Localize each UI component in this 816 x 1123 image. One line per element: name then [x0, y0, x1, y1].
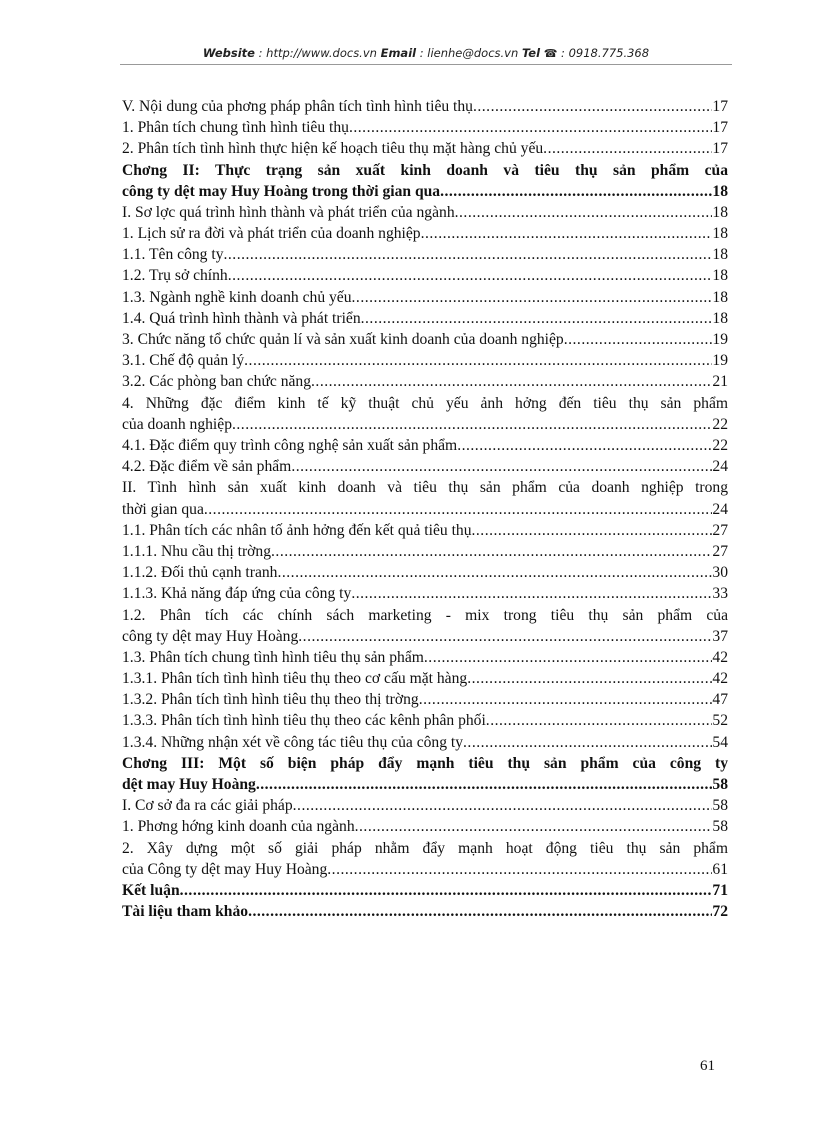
toc-entry-page: 42: [712, 670, 728, 688]
toc-entry-title: 3.2. Các phòng ban chức năng: [122, 373, 312, 391]
toc-entry-page: 37: [712, 627, 728, 645]
toc-entry: [122, 668, 728, 689]
toc-entry-title: 1.3.2. Phân tích tình hình tiêu thụ theo thị trờng: [122, 691, 419, 709]
toc-entry: [122, 350, 728, 371]
toc-leader-dots: [232, 414, 712, 435]
toc-entry-page: 19: [712, 352, 728, 370]
toc-leader-dots: [256, 774, 713, 795]
toc-entry-page: 54: [712, 733, 728, 751]
toc-entry: [122, 202, 728, 223]
toc-entry-title: Tài liệu tham khảo: [122, 903, 249, 921]
toc-entry-title: thời gian qua: [122, 500, 204, 518]
toc-entry-page: 18: [712, 288, 728, 306]
toc-entry: [122, 223, 728, 244]
toc-entry-title: dệt may Huy Hoàng: [122, 775, 256, 793]
toc-entry-page: 71: [712, 881, 728, 899]
phone-icon: ☎: [543, 47, 558, 60]
toc-entry: [122, 689, 728, 710]
toc-leader-dots: [440, 181, 712, 202]
toc-entry-title: của Công ty dệt may Huy Hoàng: [122, 860, 328, 878]
toc-entry: [122, 371, 728, 392]
toc-leader-dots: [204, 499, 713, 520]
tel-value: : 0918.775.368: [557, 46, 650, 60]
toc-entry-page: 22: [712, 436, 728, 454]
toc-entry-page: 24: [712, 500, 728, 518]
toc-entry: [122, 244, 728, 265]
toc-entry-page: 52: [712, 712, 728, 730]
toc-leader-dots: [277, 562, 712, 583]
toc-entry-page: 17: [712, 119, 728, 137]
tel-label: Tel: [521, 46, 541, 60]
toc-entry-title: 1.4. Quá trình hình thành và phát triển: [122, 309, 361, 327]
toc-entry: [122, 541, 728, 562]
toc-leader-dots: [271, 541, 712, 562]
toc-leader-dots: [543, 138, 712, 159]
toc-entry-title: 1.2. Trụ sở chính: [122, 267, 228, 285]
toc-entry-page: 19: [712, 331, 728, 349]
toc-leader-dots: [349, 117, 712, 138]
toc-entry-page: 72: [712, 903, 728, 921]
toc-leader-dots: [564, 329, 713, 350]
toc-entry-page: 17: [712, 97, 728, 115]
toc-entry: [122, 880, 728, 901]
toc-leader-dots: [421, 223, 713, 244]
toc-entry-page: 58: [712, 775, 728, 793]
toc-entry-page: 18: [712, 203, 728, 221]
toc-entry-wrap: 2. Xây dựng một số giải pháp nhằm đẩy mạnh hoạt động tiêu thụ sản phẩm: [122, 839, 728, 857]
table-of-contents: [122, 96, 728, 922]
toc-entry: [122, 901, 728, 922]
toc-leader-dots: [351, 583, 712, 604]
toc-entry: [122, 520, 728, 541]
toc-entry-page: 18: [712, 182, 728, 200]
toc-entry: [122, 117, 728, 138]
toc-entry-title: I. Cơ sở đa ra các giải pháp: [122, 797, 293, 815]
toc-entry: [122, 795, 728, 816]
toc-entry-title: công ty dệt may Huy Hoàng trong thời gian qua: [122, 182, 441, 200]
toc-entry: [122, 96, 728, 117]
toc-entry-wrap: Chơng II: Thực trạng sản xuất kinh doanh và tiêu thụ sản phẩm của: [122, 161, 728, 179]
toc-entry: [122, 266, 728, 287]
toc-entry-title: 3.1. Chế độ quản lý: [122, 352, 245, 370]
toc-entry-page: 33: [712, 585, 728, 603]
toc-leader-dots: [224, 244, 713, 265]
toc-entry: [122, 774, 728, 795]
toc-entry-title: I. Sơ lợc quá trình hình thành và phát triển của ngành: [122, 203, 455, 221]
toc-entry-wrap: Chơng III: Một số biện pháp đẩy mạnh tiêu thụ sản phẩm của công ty: [122, 754, 728, 772]
toc-leader-dots: [293, 795, 713, 816]
toc-entry: [122, 308, 728, 329]
toc-leader-dots: [467, 668, 712, 689]
toc-entry-page: 27: [712, 521, 728, 539]
toc-entry-title: 1.1.1. Nhu cầu thị trờng: [122, 542, 272, 560]
toc-entry: [122, 435, 728, 456]
toc-entry: [122, 414, 728, 435]
toc-entry-title: 1.1.2. Đối thủ cạnh tranh: [122, 564, 278, 582]
toc-entry-title: 1. Phân tích chung tình hình tiêu thụ: [122, 119, 349, 137]
toc-entry-title: 1.1.3. Khả năng đáp ứng của công ty: [122, 585, 352, 603]
toc-entry-title: 1.3.3. Phân tích tình hình tiêu thụ theo các kênh phân phối: [122, 712, 486, 730]
website-url: : http://www.docs.vn: [254, 46, 381, 60]
toc-entry: [122, 329, 728, 350]
toc-leader-dots: [457, 435, 712, 456]
toc-leader-dots: [311, 371, 712, 392]
toc-entry-wrap: 4. Những đặc điểm kinh tế kỹ thuật chủ yếu ảnh hởng đến tiêu thụ sản phẩm: [122, 394, 728, 412]
toc-leader-dots: [419, 689, 713, 710]
toc-entry: [122, 710, 728, 731]
toc-entry: [122, 647, 728, 668]
toc-entry-page: 42: [712, 648, 728, 666]
toc-entry-title: 1.3. Ngành nghề kinh doanh chủ yếu: [122, 288, 352, 306]
toc-entry: [122, 456, 728, 477]
toc-entry-title: 4.2. Đặc điểm về sản phẩm: [122, 458, 292, 476]
toc-entry: [122, 626, 728, 647]
header-divider: [120, 64, 732, 65]
toc-entry-page: 30: [712, 564, 728, 582]
toc-entry-page: 21: [712, 373, 728, 391]
toc-entry-title: 1.3. Phân tích chung tình hình tiêu thụ sản phẩm: [122, 648, 424, 666]
toc-leader-dots: [424, 647, 713, 668]
toc-leader-dots: [486, 710, 713, 731]
page-header: [120, 46, 732, 60]
toc-entry: [122, 583, 728, 604]
toc-leader-dots: [248, 901, 712, 922]
toc-leader-dots: [180, 880, 713, 901]
email-label: Email: [380, 46, 417, 60]
toc-entry-title: 1. Lịch sử ra đời và phát triển của doanh nghiệp: [122, 225, 421, 243]
toc-entry-page: 18: [712, 225, 728, 243]
toc-leader-dots: [244, 350, 712, 371]
toc-entry-title: 1.1. Tên công ty: [122, 246, 224, 264]
toc-leader-dots: [472, 520, 713, 541]
toc-entry-title: 2. Phân tích tình hình thực hiện kế hoạch tiêu thụ mặt hàng chủ yếu: [122, 140, 544, 158]
website-label: Website: [202, 46, 255, 60]
toc-leader-dots: [228, 265, 713, 286]
toc-entry-title: 1. Phơng hớng kinh doanh của ngành: [122, 818, 355, 836]
toc-entry-title: 1.3.4. Những nhận xét về công tác tiêu thụ của công ty: [122, 733, 464, 751]
toc-entry-page: 18: [712, 267, 728, 285]
toc-entry-page: 27: [712, 542, 728, 560]
toc-entry: [122, 732, 728, 753]
toc-entry-wrap: II. Tình hình sản xuất kinh doanh và tiêu thụ sản phẩm của doanh nghiệp trong: [122, 479, 728, 497]
toc-leader-dots: [361, 308, 713, 329]
toc-entry: [122, 138, 728, 159]
toc-entry-title: V. Nội dung của phơng pháp phân tích tình hình tiêu thụ: [122, 97, 473, 115]
toc-entry-page: 18: [712, 246, 728, 264]
toc-leader-dots: [352, 287, 713, 308]
toc-entry: [122, 287, 728, 308]
toc-entry-title: công ty dệt may Huy Hoàng: [122, 627, 299, 645]
toc-entry: [122, 181, 728, 202]
toc-entry: [122, 499, 728, 520]
toc-leader-dots: [455, 202, 713, 223]
toc-leader-dots: [355, 816, 713, 837]
toc-leader-dots: [473, 96, 712, 117]
toc-entry-page: 24: [712, 458, 728, 476]
toc-entry: [122, 859, 728, 880]
toc-entry-wrap: 1.2. Phân tích các chính sách marketing - mix trong tiêu thụ sản phẩm của: [122, 606, 728, 624]
page-number: 61: [700, 1058, 715, 1074]
toc-entry-title: 4.1. Đặc điểm quy trình công nghệ sản xuất sản phẩm: [122, 436, 458, 454]
toc-entry-page: 61: [712, 860, 728, 878]
toc-entry: [122, 816, 728, 837]
toc-entry-page: 58: [712, 797, 728, 815]
toc-entry-title: của doanh nghiệp: [122, 415, 232, 433]
toc-entry-title: 1.3.1. Phân tích tình hình tiêu thụ theo cơ cấu mặt hàng: [122, 670, 468, 688]
toc-entry-title: 3. Chức năng tổ chức quản lí và sản xuất kinh doanh của doanh nghiệp: [122, 331, 564, 349]
toc-entry-page: 47: [712, 691, 728, 709]
toc-leader-dots: [463, 732, 712, 753]
toc-leader-dots: [291, 456, 712, 477]
toc-entry-page: 17: [712, 140, 728, 158]
toc-entry-page: 22: [712, 415, 728, 433]
toc-entry: [122, 562, 728, 583]
email-value: : lienhe@docs.vn: [416, 46, 522, 60]
toc-leader-dots: [327, 859, 712, 880]
toc-entry-title: Kết luận: [122, 881, 180, 899]
toc-leader-dots: [298, 626, 712, 647]
toc-entry-page: 58: [712, 818, 728, 836]
toc-entry-page: 18: [712, 309, 728, 327]
toc-entry-title: 1.1. Phân tích các nhân tố ảnh hởng đến kết quả tiêu thụ: [122, 521, 472, 539]
